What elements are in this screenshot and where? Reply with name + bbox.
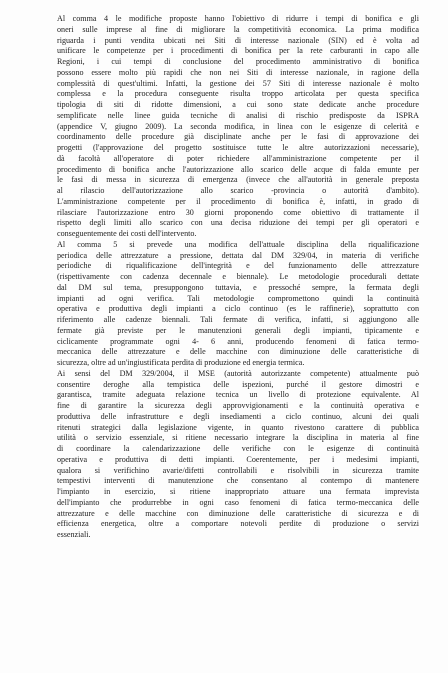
text-line: riferimento alle cadenze biennali. Tali fermate di verifica, infatti, si aggiungono alle xyxy=(57,315,419,324)
text-line: attrezzature e delle macchine con diminuzione delle caratteristiche di sicurezza e di xyxy=(57,508,419,518)
text-line: consentire deroghe alla tempistica delle ispezioni, purché il gestore dimostri e xyxy=(57,379,419,389)
document-body xyxy=(57,14,419,541)
text-line: progetti (l'approvazione del progetto sostituisce tutte le altre autorizzazioni necessarie), xyxy=(57,143,419,152)
text-line: ciclicamente programmate ogni 4- 6 anni, producendo fenomeni di fatica termo- xyxy=(57,336,419,346)
text-line: unificare le competenze per i procedimenti di bonifica per la rete carburanti in capo alle xyxy=(57,46,419,56)
text-line: le fasi di messa in sicurezza di emergenza (invece che all'autorità in generale preposta xyxy=(57,175,419,185)
text-line: qualora si verifichino avarie/difetti controllabili e risolvibili in sicurezza tramite xyxy=(57,465,419,475)
text-line: utilità o servizio essenziale, si ritiene necessario integrare la disciplina in materia al fine xyxy=(57,433,419,443)
text-line: complessità di quest'ultimi. Infatti, la gestione dei 57 Siti di interesse nazionale è molto xyxy=(57,78,419,88)
text-line: operativa e produttiva degli impianti a ciclo continuo (es le raffinerie), soprattutto con xyxy=(57,304,419,314)
text-line: essenziali. xyxy=(57,530,91,539)
text-line: L'amministrazione competente per il procedimento di bonifica è, infatti, in grado di xyxy=(57,196,419,206)
text-line: dal DM sul tema, presuppongono tuttavia, e pressoché sempre, la fermata degli xyxy=(57,282,419,292)
text-line: operativa e produttiva di detti impianti. Coerentemente, per i medesimi impianti, xyxy=(57,454,419,464)
text-line: Al comma 4 le modifiche proposte hanno l'obiettivo di ridurre i tempi di bonifica e gli xyxy=(57,14,419,23)
text-line: (rispettivamente con cadenza decennale e biennale). Le metodologie procedurali dettate xyxy=(57,272,419,281)
text-line: rilasciare l'autorizzazione entro 30 giorni proponendo come obiettivo di trattamente il xyxy=(57,207,419,217)
text-line: rispetto degli limiti allo scarico con una decisa riduzione dei tempi per gli operatori e xyxy=(57,218,419,228)
text-line: impianti ad ogni verifica. Tali metodologie compromettono quindi la continuità xyxy=(57,293,419,303)
text-line: Regioni, i cui tempi di conclusione del procedimento amministrativo di bonifica xyxy=(57,57,419,66)
text-line: procedimento di bonifica anche l'autorizzazione allo scarico delle acque di falda emunte per xyxy=(57,164,419,174)
text-line: (appendice V, giugno 2009). La seconda modifica, in linea con le esigenze di celerità e xyxy=(57,121,419,131)
text-line: coordinamento delle procedure già disciplinate anche per le fasi di approvazione dei xyxy=(57,132,419,142)
text-line: periodica delle attrezzature a pressione, dettata dal DM 329/04, in materia di verifiche xyxy=(57,250,419,260)
text-line: tipologia di siti di ridotte dimensioni, a cui sono state dedicate anche procedure xyxy=(57,100,419,109)
text-line: Ai sensi del DM 329/2004, il MSE (autorità autorizzante competente) attualmente può xyxy=(57,368,419,378)
text-line: Al comma 5 si prevede una modifica dell'attuale disciplina della riqualificazione xyxy=(57,239,419,249)
text-line: di coordinare la calendarizzazione delle verifiche con le esigenze di continuità xyxy=(57,444,419,453)
text-line: tempestivi interventi di manutenzione che consentano al contempo di mantenere xyxy=(57,476,419,486)
text-line: dà facoltà all'operatore di poter richiedere all'amministrazione competente per il xyxy=(57,153,419,163)
text-line: semplificate nelle linee guida tecniche di analisi di rischio predisposte da ISPRA xyxy=(57,110,419,120)
text-line: l'impianto in esercizio, si ritiene inappropriato attuare una fermata imprevista xyxy=(57,487,419,496)
text-line: produttiva delle infrastrutture e degli insediamenti a ciclo continuo, alcuni dei quali xyxy=(57,411,419,421)
text-line: sicurezza, oltre ad un'ingiustificata perdita di produzione ed energia termica. xyxy=(57,358,305,367)
text-line: oneri sulle imprese al fine di migliorare la competitività economica. La prima modifica xyxy=(57,24,419,34)
text-line: efficienza energetica, oltre a comportare notevoli perdite di produzione o servizi xyxy=(57,519,419,529)
text-line: periodiche di riqualificazione dell'integrità e del funzionamento delle attrezzature xyxy=(57,261,419,271)
text-line: al rilascio dell'autorizzazione allo scarico -provincia o autorità d'ambito). xyxy=(57,186,419,195)
text-line: garantisca, tramite adeguata relazione tecnica un livello di protezione equivalente. Al xyxy=(57,390,419,400)
text-line: possono essere molto più rapidi che non nei Siti di interesse nazionale, in ragione della xyxy=(57,67,419,77)
text-line: meccanica delle attrezzature e delle macchine con diminuzione delle caratteristiche di xyxy=(57,347,419,357)
text-line: complessa e la procedura conseguente risulta troppo articolata per questa specifica xyxy=(57,89,419,99)
text-line: fine di garantire la sicurezza degli approvvigionamenti e la continuità operativa e xyxy=(57,401,419,410)
text-line: dell'impianto che produrrebbe in ogni caso fenomeni di fatica termo-meccanica delle xyxy=(57,497,419,507)
paragraph-3 xyxy=(57,369,419,541)
text-line: ritenuti strategici dalla legislazione vigente, in quanto rivestono carattere di pubblica xyxy=(57,422,419,432)
paragraph-1 xyxy=(57,14,419,240)
text-line: conseguentemente dei costi dell'intervento. xyxy=(57,229,197,238)
paragraph-2 xyxy=(57,240,419,369)
text-line: riguarda i punti vendita ubicati nei Siti di interesse nazionale (SIN) ed è volta ad xyxy=(57,35,419,45)
text-line: fermate già previste per le manutenzioni generali degli impianti, tipicamente e xyxy=(57,325,419,335)
